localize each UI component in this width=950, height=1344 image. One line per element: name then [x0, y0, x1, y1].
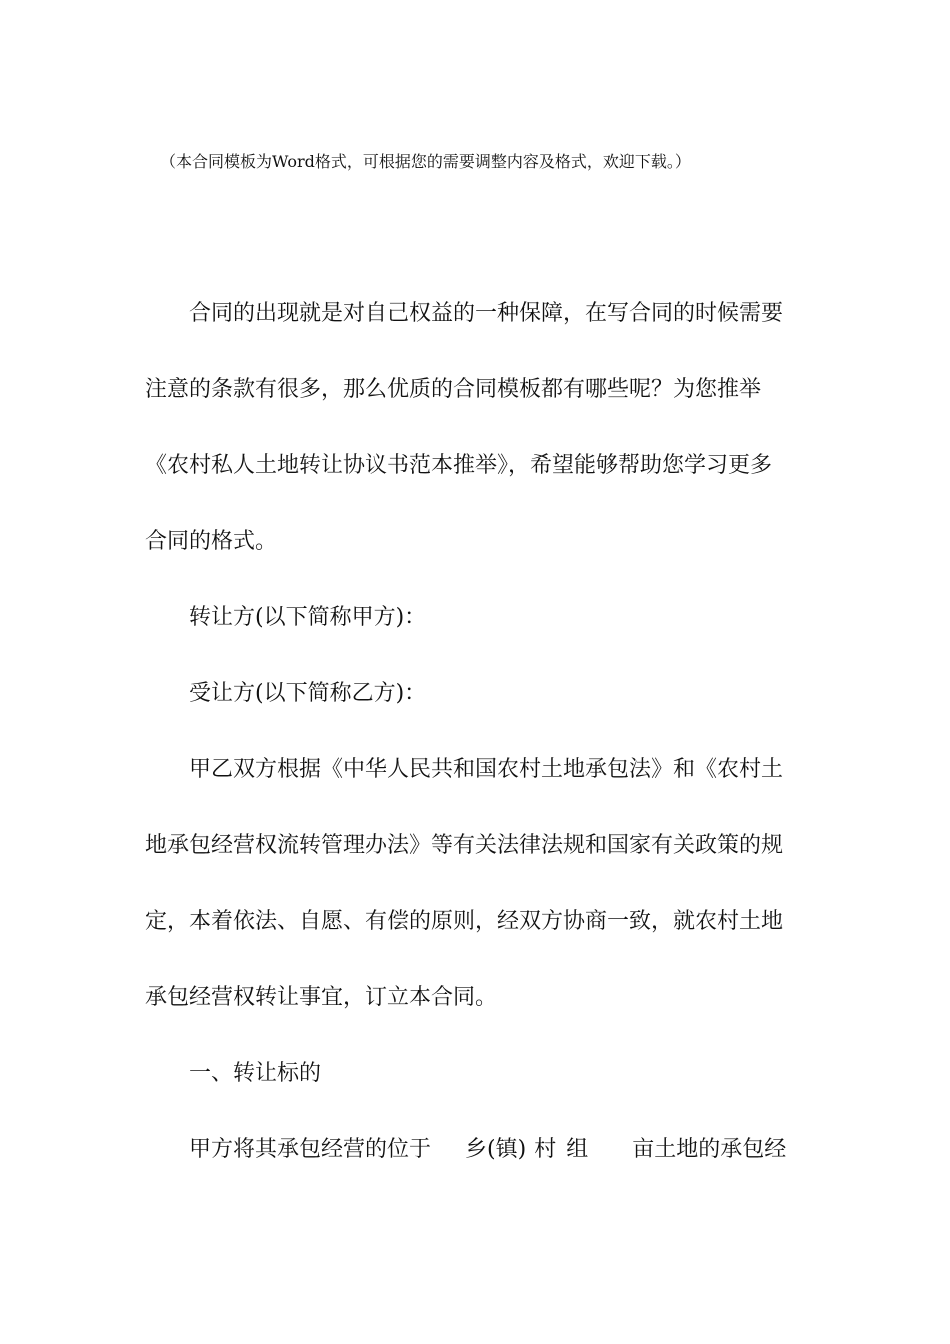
basis-paragraph	[145, 751, 805, 1017]
section-1-text-part-2: 乡(镇)	[465, 1137, 527, 1162]
intro-line-2: 注意的条款有很多，那么优质的合同模板都有哪些呢？为您推举	[145, 377, 762, 402]
section-1-text-part-1: 甲方将其承包经营的位于	[189, 1137, 432, 1162]
intro-paragraph	[145, 295, 805, 561]
intro-line-1: 合同的出现就是对自己权益的一种保障，在写合同的时候需要	[189, 301, 784, 326]
intro-line-3: 《农村私人土地转让协议书范本推举》，希望能够帮助您学习更多	[145, 453, 773, 478]
basis-line-4: 承包经营权转让事宜，订立本合同。	[145, 985, 498, 1010]
basis-line-3: 定，本着依法、自愿、有偿的原则，经双方协商一致，就农村土地	[145, 909, 784, 934]
section-1-text-part-5: 亩土地的承包经	[632, 1137, 787, 1162]
section-1-title: 一、转让标的	[189, 1061, 322, 1086]
document-body	[145, 295, 805, 1207]
intro-line-4: 合同的格式。	[145, 529, 278, 554]
template-note: （本合同模板为Word格式，可根据您的需要调整内容及格式，欢迎下载。）	[160, 152, 691, 171]
basis-line-1: 甲乙双方根据《中华人民共和国农村土地承包法》和《农村土	[189, 757, 784, 782]
section-1-text	[145, 1131, 805, 1169]
section-1-text-part-4: 组	[566, 1137, 589, 1162]
section-1-text-part-3: 村	[534, 1137, 557, 1162]
transferee-line: 受让方(以下简称乙方)：	[189, 681, 427, 706]
transferor-line: 转让方(以下简称甲方)：	[189, 605, 427, 630]
basis-line-2: 地承包经营权流转管理办法》等有关法律法规和国家有关政策的规	[145, 833, 784, 858]
